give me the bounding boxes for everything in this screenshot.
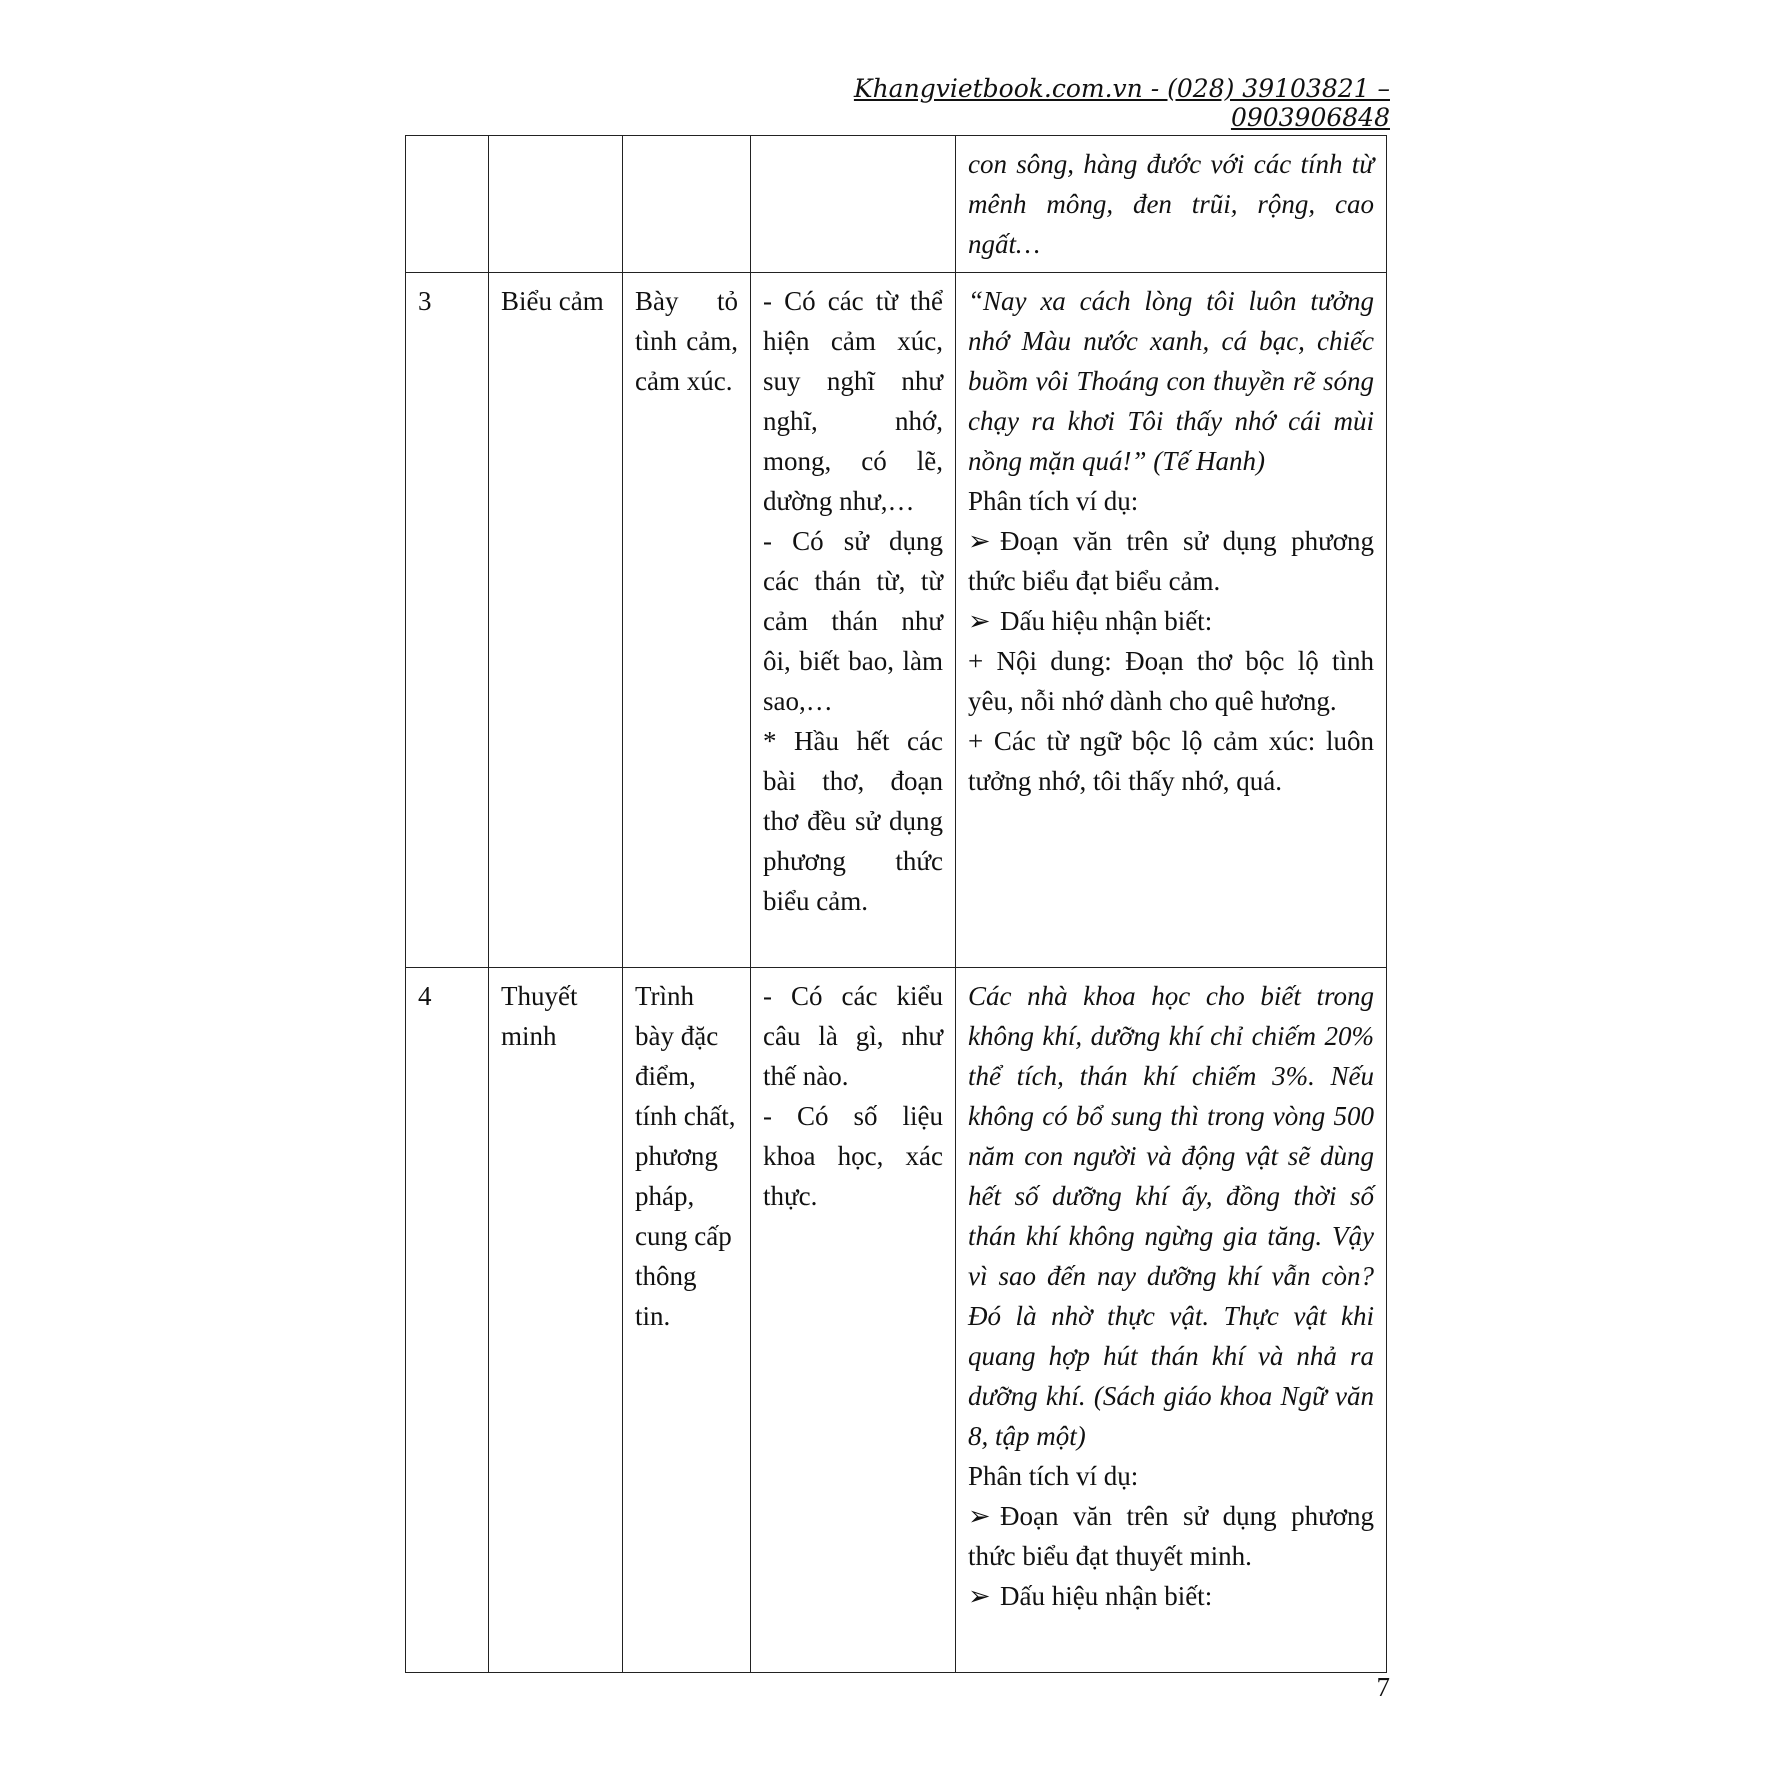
analysis-bullet: ➢ Dấu hiệu nhận biết: bbox=[968, 601, 1374, 641]
text-signs bbox=[751, 968, 956, 1673]
text-type: Thuyết minh bbox=[489, 968, 623, 1673]
page-header bbox=[700, 74, 1390, 132]
analysis-title: Phân tích ví dụ: bbox=[968, 1461, 1139, 1491]
text-purpose: Trình bày đặc điểm, tính chất, phương pháp, cung cấp thông tin. bbox=[623, 968, 751, 1673]
row-number: 4 bbox=[406, 968, 489, 1673]
cell-purpose-empty bbox=[623, 136, 751, 273]
cell-signs-empty bbox=[751, 136, 956, 273]
analysis-bullet: ➢ Dấu hiệu nhận biết: bbox=[968, 1576, 1374, 1616]
table-row-continuation bbox=[406, 136, 1387, 273]
analysis-bullet: ➢ Đoạn văn trên sử dụng phương thức biểu đạt biểu cảm. bbox=[968, 521, 1374, 601]
sign-item: - Có số liệu khoa học, xác thực. bbox=[763, 1101, 943, 1211]
cell-num-empty bbox=[406, 136, 489, 273]
cell-type-empty bbox=[489, 136, 623, 273]
page-number: 7 bbox=[1376, 1672, 1390, 1702]
header-text: Khangvietbook.com.vn - (028) 39103821 – 0903906848 bbox=[853, 74, 1390, 132]
example-poem: “Nay xa cách lòng tôi luôn tưởng nhớ Màu nước xanh, cá bạc, chiếc buồm vôi Thoáng con thuyền rẽ sóng chạy ra khơi Tôi thấy nhớ cái mùi nồng mặn quá!” (Tế Hanh) bbox=[968, 286, 1374, 476]
cell-example-continued: con sông, hàng đước với các tính từ mênh mông, đen trũi, rộng, cao ngất… bbox=[956, 136, 1387, 273]
text-type: Biểu cảm bbox=[489, 273, 623, 968]
bullet-arrow-icon: ➢ bbox=[968, 1581, 991, 1611]
text-example bbox=[956, 968, 1387, 1673]
text-purpose: Bày tỏ tình cảm, cảm xúc. bbox=[623, 273, 751, 968]
example-passage: Các nhà khoa học cho biết trong không khí, dưỡng khí chỉ chiếm 20% thể tích, thán khí chiếm 3%. Nếu không có bổ sung thì trong vòng 500 năm con người và động vật sẽ dùng hết số dưỡng khí ấy, đồng thời số thán khí không ngừng gia tăng. Vậy vì sao đến nay dưỡng khí vẫn còn? Đó là nhờ thực vật. Thực vật khi quang hợp hút thán khí và nhả ra dưỡng khí. (Sách giáo khoa Ngữ văn 8, tập một) bbox=[968, 981, 1374, 1451]
sign-item: - Có sử dụng các thán từ, từ cảm thán như ôi, biết bao, làm sao,… bbox=[763, 526, 943, 716]
analysis-title: Phân tích ví dụ: bbox=[968, 486, 1139, 516]
sign-item: * Hầu hết các bài thơ, đoạn thơ đều sử dụng phương thức biểu cảm. bbox=[763, 726, 943, 916]
text-types-table bbox=[405, 135, 1387, 1673]
sign-item: - Có các kiểu câu là gì, như thế nào. bbox=[763, 981, 943, 1091]
bullet-arrow-icon: ➢ bbox=[968, 606, 991, 636]
table-row-bieu-cam bbox=[406, 273, 1387, 968]
analysis-content: + Nội dung: Đoạn thơ bộc lộ tình yêu, nỗi nhớ dành cho quê hương. bbox=[968, 646, 1374, 716]
text-example bbox=[956, 273, 1387, 968]
sign-item: - Có các từ thể hiện cảm xúc, suy nghĩ như nghĩ, nhớ, mong, có lẽ, dường như,… bbox=[763, 286, 943, 516]
table-row-thuyet-minh bbox=[406, 968, 1387, 1673]
analysis-bullet: ➢ Đoạn văn trên sử dụng phương thức biểu đạt thuyết minh. bbox=[968, 1496, 1374, 1576]
text-signs bbox=[751, 273, 956, 968]
analysis-words: + Các từ ngữ bộc lộ cảm xúc: luôn tưởng nhớ, tôi thấy nhớ, quá. bbox=[968, 726, 1374, 796]
row-number: 3 bbox=[406, 273, 489, 968]
bullet-arrow-icon: ➢ bbox=[968, 526, 991, 556]
bullet-arrow-icon: ➢ bbox=[968, 1501, 991, 1531]
